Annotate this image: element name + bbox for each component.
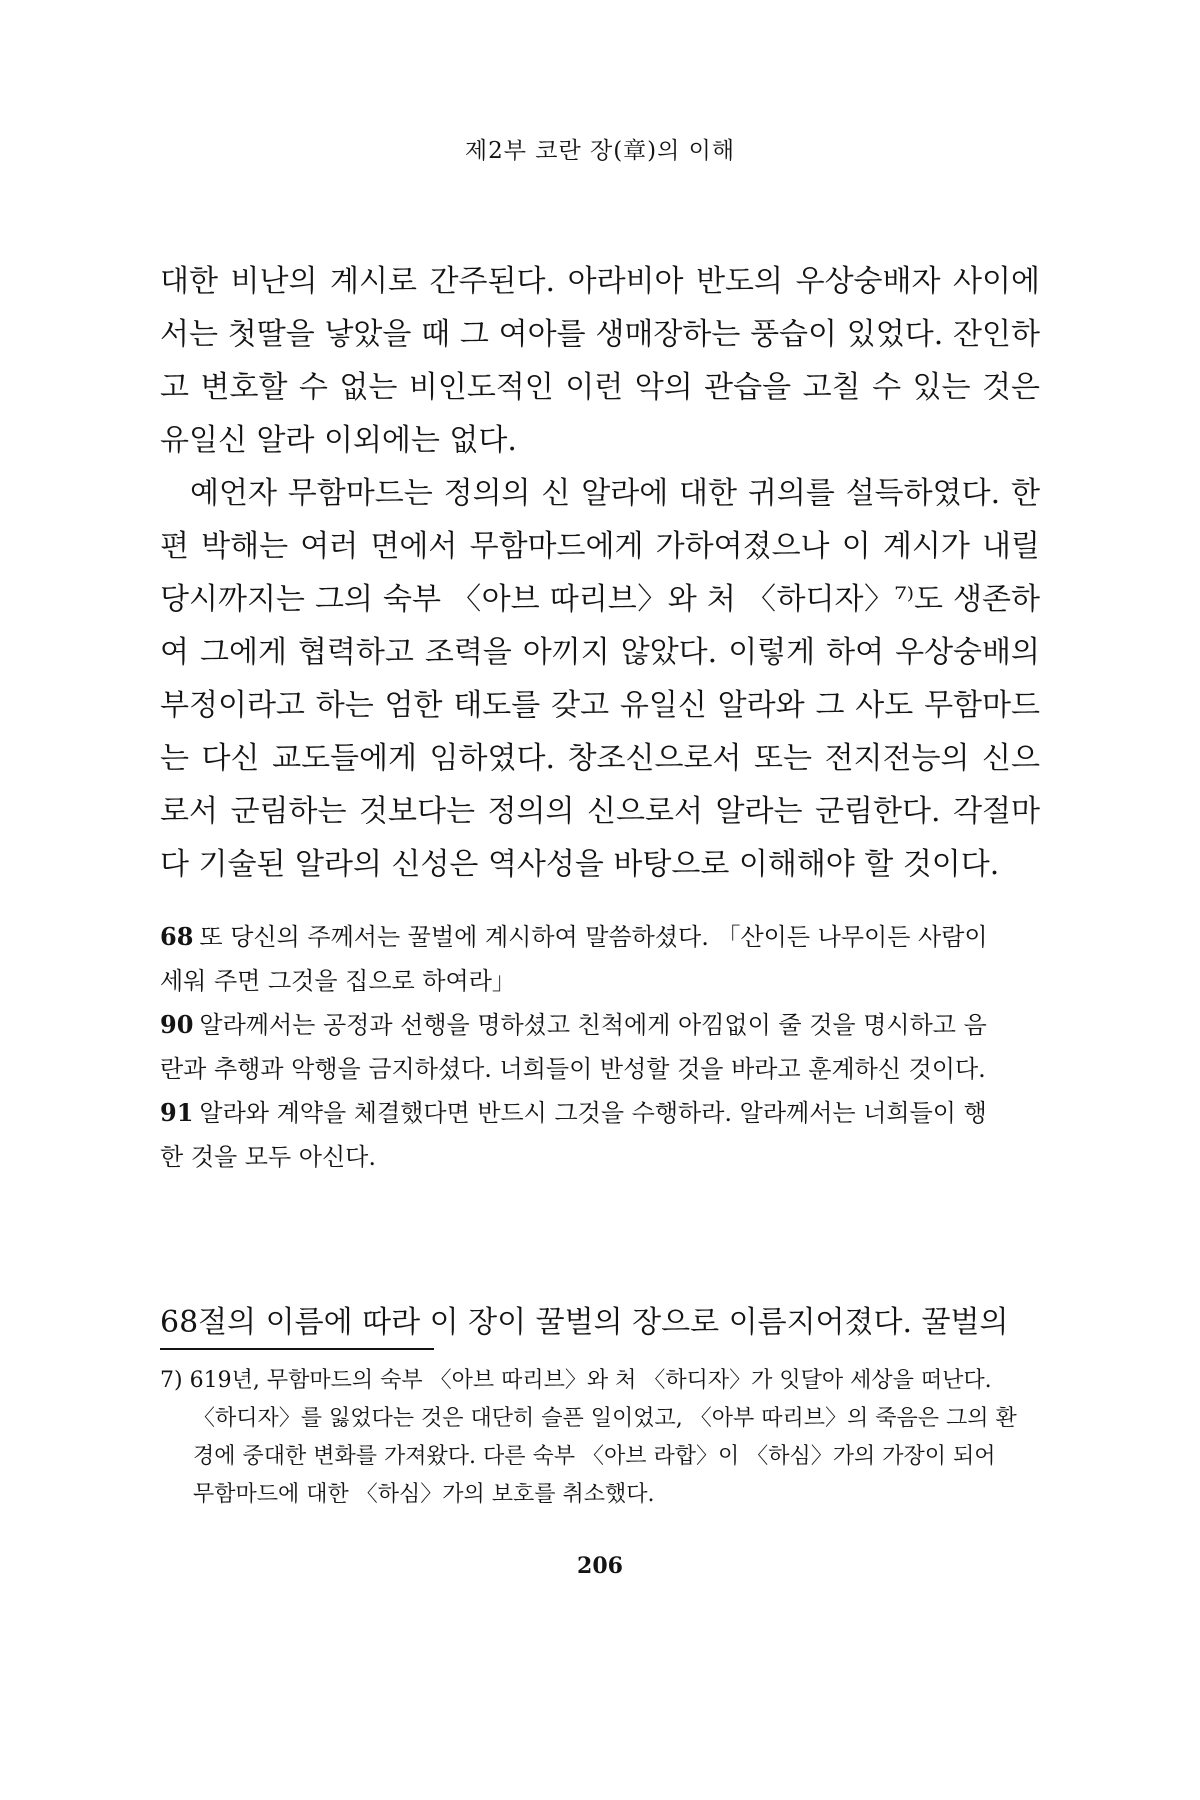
page-number: 206 (577, 1553, 623, 1579)
footnote (160, 1362, 1020, 1514)
footnote-divider (160, 1348, 434, 1350)
footnote-text: 619년, 무함마드의 숙부 〈아브 따리브〉와 처 〈하디자〉가 잇달아 세상을 떠난다. 〈하디자〉를 잃었다는 것은 대단히 슬픈 일이었고, 〈아부 따리브〉의 죽음은 그의 환경에 중대한 변화를 가져왔다. 다른 숙부 〈아브 라합〉이 〈하심〉가의 가장이 되어 무함마드에 대한 〈하심〉가의 보호를 취소했다. (189, 1368, 1017, 1507)
main-text (160, 255, 1040, 891)
verse-number: 91 (160, 1098, 194, 1127)
verse-text: 알라와 계약을 체결했다면 반드시 그것을 수행하라. 알라께서는 너희들이 행한 것을 모두 아신다. (160, 1099, 987, 1171)
footnote-marker: 7) (160, 1368, 183, 1393)
running-header: 제2부 코란 장(章)의 이해 (464, 138, 736, 164)
quran-verses (160, 915, 1000, 1179)
closing-text (160, 1296, 1040, 1349)
verse-item (160, 1003, 1000, 1091)
paragraph-continued: 대한 비난의 계시로 간주된다. 아라비아 반도의 우상숭배자 사이에서는 첫딸을 낳았을 때 그 여아를 생매장하는 풍습이 있었다. 잔인하고 변호할 수 없는 비인도적인 이런 악의 관습을 고칠 수 있는 것은 유일신 알라 이외에는 없다. (160, 264, 1040, 458)
footnote-item (160, 1362, 1020, 1514)
verse-text: 알라께서는 공정과 선행을 명하셨고 친척에게 아낌없이 줄 것을 명시하고 음란과 추행과 악행을 금지하셨다. 너희들이 반성할 것을 바라고 훈계하신 것이다. (160, 1011, 987, 1083)
verse-number: 90 (160, 1010, 194, 1039)
verse-number: 68 (160, 922, 194, 951)
paragraph: 예언자 무함마드는 정의의 신 알라에 대한 귀의를 설득하였다. 한편 박해는 여러 면에서 무함마드에게 가하여졌으나 이 계시가 내릴 당시까지는 그의 숙부 〈아브 따리브〉와 처 〈하디자〉⁷⁾도 생존하여 그에게 협력하고 조력을 아끼지 않았다. 이렇게 하여 우상숭배의 부정이라고 하는 엄한 태도를 갖고 유일신 알라와 그 사도 무함마드는 다신 교도들에게 임하였다. 창조신으로서 또는 전지전능의 신으로서 군림하는 것보다는 정의의 신으로서 알라는 군림한다. 각절마다 기술된 알라의 신성은 역사성을 바탕으로 이해해야 할 것이다. (160, 476, 1040, 882)
paragraph: 68절의 이름에 따라 이 장이 꿀벌의 장으로 이름지어졌다. 꿀벌의 (160, 1305, 1009, 1340)
verse-item (160, 1091, 1000, 1179)
verse-item (160, 915, 1000, 1003)
verse-text: 또 당신의 주께서는 꿀벌에 계시하여 말씀하셨다. 「산이든 나무이든 사람이 세워 주면 그것을 집으로 하여라」 (160, 923, 988, 995)
